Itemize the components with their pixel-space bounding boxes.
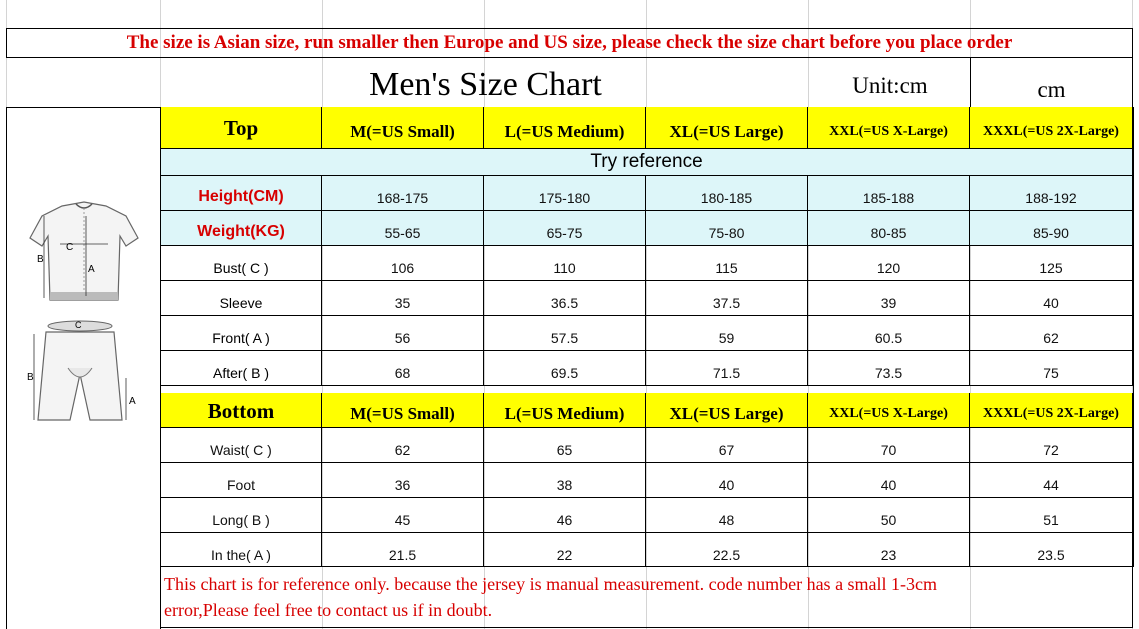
top-section-label: Top	[161, 107, 322, 149]
top-row-value: 106	[322, 246, 484, 281]
top-row-value: 185-188	[808, 176, 970, 211]
shorts-diagram	[18, 316, 148, 428]
top-row-value: 188-192	[970, 176, 1133, 211]
top-row-value: 36.5	[484, 281, 646, 316]
top-row-value: 168-175	[322, 176, 484, 211]
cm-label: cm	[970, 57, 1133, 108]
bottom-section-label: Bottom	[161, 393, 322, 428]
bottom-row-label-2: Long( B )	[161, 498, 322, 533]
shorts-label-a: A	[129, 396, 136, 407]
top-row-value: 75	[970, 351, 1133, 386]
top-row-value: 56	[322, 316, 484, 351]
bottom-row-value: 62	[322, 428, 484, 463]
top-row-label-0: Height(CM)	[161, 176, 322, 211]
bottom-row-value: 23.5	[970, 533, 1133, 567]
try-reference-row: Try reference	[161, 149, 1133, 176]
top-row-value: 35	[322, 281, 484, 316]
top-row-value: 39	[808, 281, 970, 316]
jersey-diagram	[14, 198, 154, 310]
bottom-row-value: 22	[484, 533, 646, 567]
jersey-label-c: C	[66, 242, 74, 253]
bottom-row-value: 40	[808, 463, 970, 498]
top-size-header-4: XXL(=US X-Large)	[808, 107, 970, 149]
top-row-value: 120	[808, 246, 970, 281]
top-size-header-3: XL(=US Large)	[646, 107, 808, 149]
top-row-value: 60.5	[808, 316, 970, 351]
footer-note	[161, 566, 1133, 628]
top-row-value: 65-75	[484, 211, 646, 246]
bottom-size-header-4: XXL(=US X-Large)	[808, 393, 970, 428]
top-row-label-4: Front( A )	[161, 316, 322, 351]
top-row-value: 125	[970, 246, 1133, 281]
bottom-row-value: 45	[322, 498, 484, 533]
top-row-value: 73.5	[808, 351, 970, 386]
top-row-value: 180-185	[646, 176, 808, 211]
top-row-value: 110	[484, 246, 646, 281]
top-row-value: 75-80	[646, 211, 808, 246]
top-row-value: 115	[646, 246, 808, 281]
bottom-row-value: 72	[970, 428, 1133, 463]
top-row-value: 59	[646, 316, 808, 351]
bottom-row-value: 44	[970, 463, 1133, 498]
bottom-row-value: 38	[484, 463, 646, 498]
size-table	[161, 107, 1134, 567]
bottom-row-value: 70	[808, 428, 970, 463]
bottom-row-value: 40	[646, 463, 808, 498]
top-row-value: 55-65	[322, 211, 484, 246]
top-row-label-5: After( B )	[161, 351, 322, 386]
bottom-row-value: 50	[808, 498, 970, 533]
bottom-size-header-2: L(=US Medium)	[484, 393, 646, 428]
bottom-size-header-1: M(=US Small)	[322, 393, 484, 428]
top-row-value: 40	[970, 281, 1133, 316]
shorts-label-b: B	[27, 372, 34, 383]
top-row-value: 62	[970, 316, 1133, 351]
bottom-size-header-3: XL(=US Large)	[646, 393, 808, 428]
top-size-header-5: XXXL(=US 2X-Large)	[970, 107, 1133, 149]
bottom-row-value: 36	[322, 463, 484, 498]
size-warning-banner: The size is Asian size, run smaller then Europe and US size, please check the size chart before you place order	[6, 28, 1133, 58]
bottom-row-value: 48	[646, 498, 808, 533]
top-size-header-1: M(=US Small)	[322, 107, 484, 149]
top-size-header-2: L(=US Medium)	[484, 107, 646, 149]
top-row-label-2: Bust( C )	[161, 246, 322, 281]
bottom-row-value: 21.5	[322, 533, 484, 567]
bottom-row-value: 51	[970, 498, 1133, 533]
bottom-row-value: 23	[808, 533, 970, 567]
top-row-value: 80-85	[808, 211, 970, 246]
bottom-size-header-5: XXXL(=US 2X-Large)	[970, 393, 1133, 428]
top-row-value: 37.5	[646, 281, 808, 316]
top-row-value: 85-90	[970, 211, 1133, 246]
top-row-label-3: Sleeve	[161, 281, 322, 316]
bottom-row-label-3: In the( A )	[161, 533, 322, 567]
bottom-row-value: 22.5	[646, 533, 808, 567]
top-row-value: 69.5	[484, 351, 646, 386]
bottom-row-label-1: Foot	[161, 463, 322, 498]
top-row-value: 68	[322, 351, 484, 386]
top-row-label-1: Weight(KG)	[161, 211, 322, 246]
top-row-value: 71.5	[646, 351, 808, 386]
footer-line-1: This chart is for reference only. because the jersey is manual measurement. code number has a small 1-3cm	[164, 574, 938, 594]
page-title: Men's Size Chart	[369, 65, 602, 103]
bottom-row-value: 65	[484, 428, 646, 463]
unit-label: Unit:cm	[852, 72, 928, 98]
bottom-row-value: 67	[646, 428, 808, 463]
jersey-label-b: B	[37, 254, 44, 265]
bottom-row-value: 46	[484, 498, 646, 533]
bottom-row-label-0: Waist( C )	[161, 428, 322, 463]
shorts-label-c: C	[75, 320, 82, 330]
top-row-value: 175-180	[484, 176, 646, 211]
top-row-value: 57.5	[484, 316, 646, 351]
footer-line-2: error,Please feel free to contact us if in doubt.	[164, 600, 493, 620]
jersey-label-a: A	[88, 264, 95, 275]
